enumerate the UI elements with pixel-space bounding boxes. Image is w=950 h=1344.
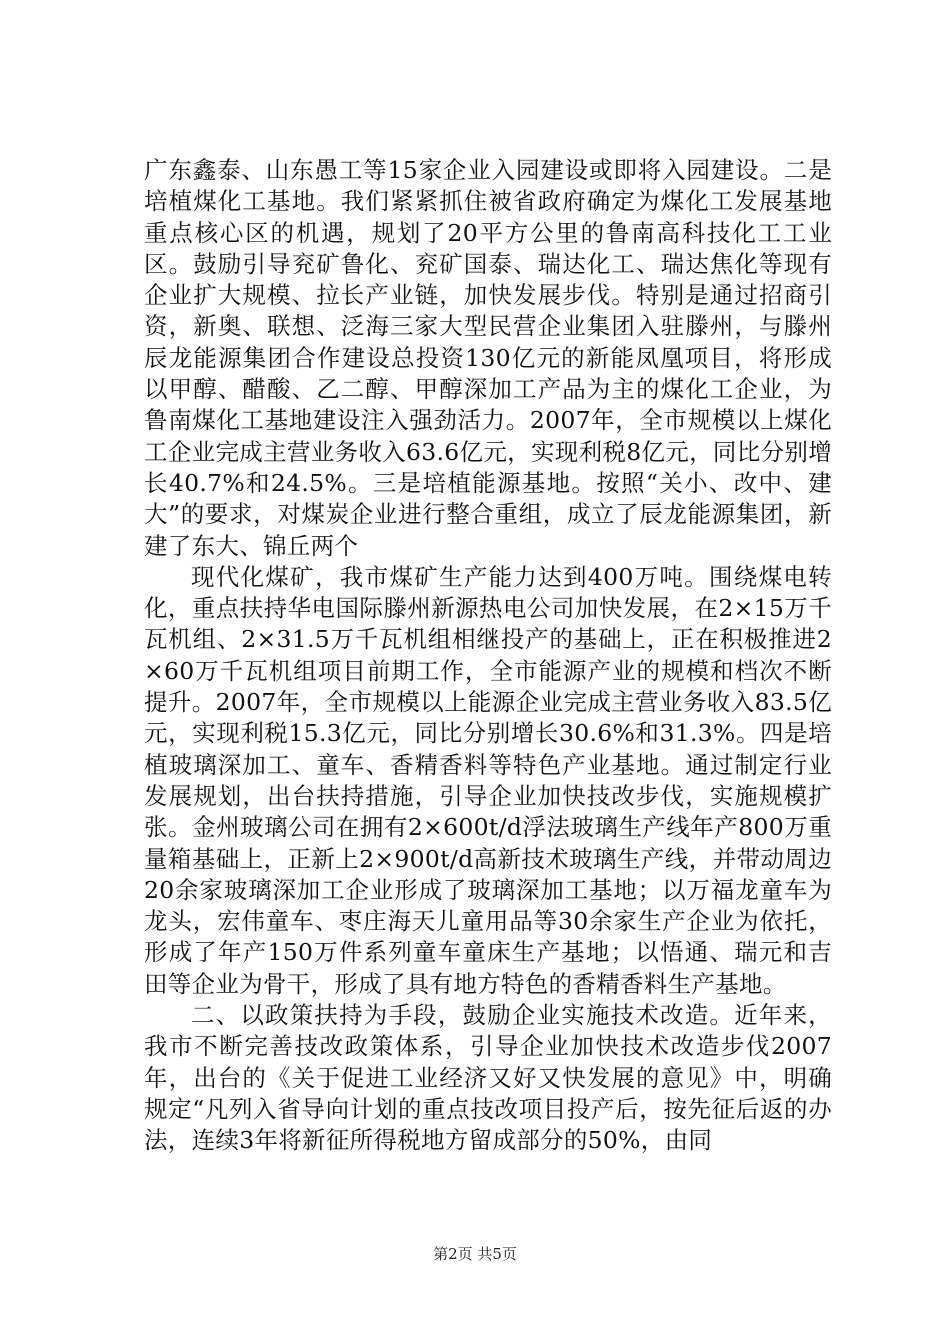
document-body <box>144 155 832 1157</box>
paragraph-1: 广东鑫泰、山东愚工等15家企业入园建设或即将入园建设。二是培植煤化工基地。我们紧紧抓住被省政府确定为煤化工发展基地重点核心区的机遇，规划了20平方公里的鲁南高科技化工工业区。鼓励引导兖矿鲁化、兖矿国泰、瑞达化工、瑞达焦化等现有企业扩大规模、拉长产业链，加快发展步伐。特别是通过招商引资，新奥、联想、泛海三家大型民营企业集团入驻滕州，与滕州辰龙能源集团合作建设总投资130亿元的新能凤凰项目，将形成以甲醇、醋酸、乙二醇、甲醇深加工产品为主的煤化工企业，为鲁南煤化工基地建设注入强劲活力。2007年，全市规模以上煤化工企业完成主营业务收入63.6亿元，实现利税8亿元，同比分别增长40.7%和24.5%。三是培植能源基地。按照“关小、改中、建大”的要求，对煤炭企业进行整合重组，成立了辰龙能源集团，新建了东大、锦丘两个 <box>144 156 832 560</box>
paragraph-2: 现代化煤矿，我市煤矿生产能力达到400万吨。围绕煤电转化，重点扶持华电国际滕州新源热电公司加快发展，在2×15万千瓦机组、2×31.5万千瓦机组相继投产的基础上，正在积极推进2×60万千瓦机组项目前期工作，全市能源产业的规模和档次不断提升。2007年，全市规模以上能源企业完成主营业务收入83.5亿元，实现利税15.3亿元，同比分别增长30.6%和31.3%。四是培植玻璃深加工、童车、香精香料等特色产业基地。通过制定行业发展规划，出台扶持措施，引导企业加快技改步伐，实施规模扩张。金州玻璃公司在拥有2×600t/d浮法玻璃生产线年产800万重量箱基础上，正新上2×900t/d高新技术玻璃生产线，并带动周边20余家玻璃深加工企业形成了玻璃深加工基地；以万福龙童车为龙头，宏伟童车、枣庄海天儿童用品等30余家生产企业为依托，形成了年产150万件系列童车童床生产基地；以悟通、瑞元和吉田等企业为骨干，形成了具有地方特色的香精香料生产基地。 <box>144 562 832 998</box>
paragraph-3: 二、以政策扶持为手段，鼓励企业实施技术改造。近年来，我市不断完善技改政策体系，引导企业加快技术改造步伐2007年，出台的《关于促进工业经济又好又快发展的意见》中，明确规定“凡列入省导向计划的重点技改项目投产后，按先征后返的办法，连续3年将新征所得税地方留成部分的50%，由同 <box>144 1001 832 1155</box>
page-footer: 第2页 共5页 <box>433 1245 517 1263</box>
